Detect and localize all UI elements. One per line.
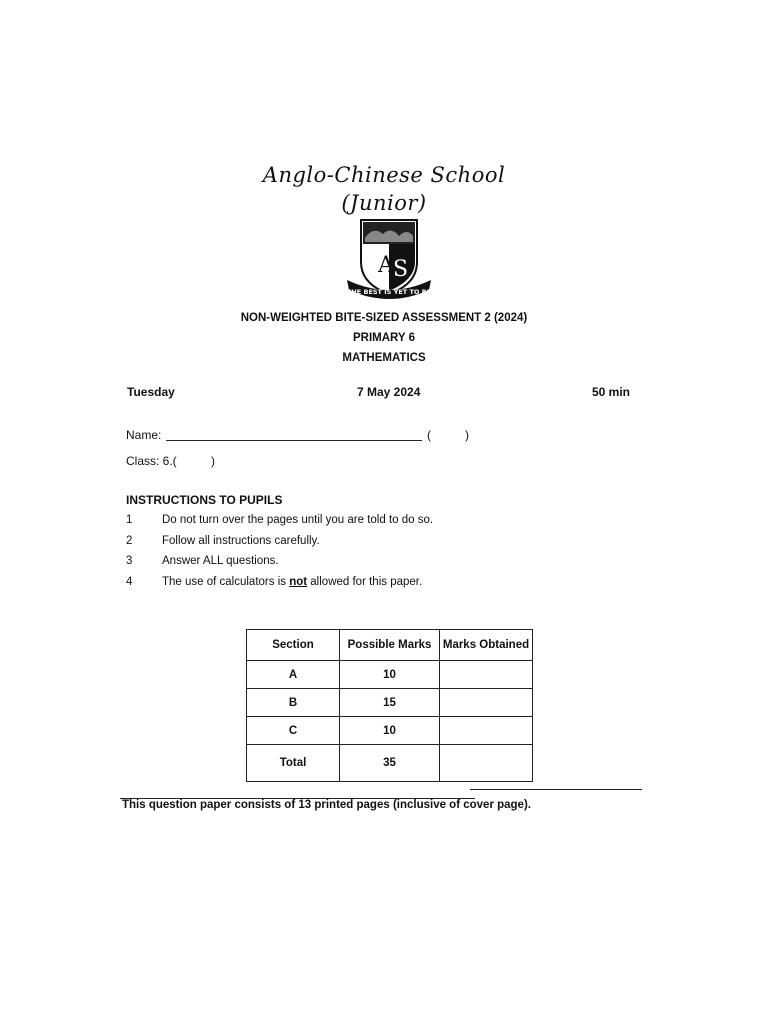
class-paren-close: ) xyxy=(211,454,215,468)
cell-obtained[interactable] xyxy=(440,689,533,717)
school-crest-logo xyxy=(343,214,435,304)
instruction-item xyxy=(126,514,433,535)
cell-obtained[interactable] xyxy=(440,661,533,689)
table-row-total xyxy=(247,745,533,782)
header-section: Section xyxy=(247,630,340,661)
assessment-title: NON-WEIGHTED BITE-SIZED ASSESSMENT 2 (2024) xyxy=(240,312,528,324)
instructions-heading: INSTRUCTIONS TO PUPILS xyxy=(126,493,283,507)
footer-divider-right xyxy=(470,789,642,790)
cell-section: B xyxy=(247,689,340,717)
exam-day: Tuesday xyxy=(127,385,175,399)
instruction-text-before: The use of calculators is xyxy=(162,575,290,588)
cell-section: A xyxy=(247,661,340,689)
instruction-item xyxy=(126,576,433,597)
header-marks-obtained: Marks Obtained xyxy=(440,630,533,661)
instruction-text: Do not turn over the pages until you are told to do so. xyxy=(162,514,434,526)
cell-section: C xyxy=(247,717,340,745)
cell-obtained[interactable] xyxy=(440,717,533,745)
page-count-note: This question paper consists of 13 printed pages (inclusive of cover page). xyxy=(122,799,531,811)
name-index-paren-open: ( xyxy=(427,428,431,442)
cell-possible: 35 xyxy=(340,745,440,782)
exam-duration: 50 min xyxy=(592,385,631,399)
header-possible-marks: Possible Marks xyxy=(340,630,440,661)
table-row xyxy=(247,689,533,717)
instruction-item xyxy=(126,535,433,556)
crest-motto: THE BEST IS YET TO BE xyxy=(346,288,432,296)
table-header-row xyxy=(247,630,533,661)
instruction-text: Follow all instructions carefully. xyxy=(162,534,320,547)
name-blank-line[interactable] xyxy=(166,440,422,441)
class-label: Class: 6.( xyxy=(126,454,177,468)
cell-obtained[interactable] xyxy=(440,745,533,782)
instruction-text-after: allowed for this paper. xyxy=(307,575,423,588)
table-row xyxy=(247,661,533,689)
instruction-text: Answer ALL questions. xyxy=(162,555,279,567)
cell-possible: 15 xyxy=(340,689,440,717)
instruction-number: 2 xyxy=(126,534,133,547)
name-index-paren-close: ) xyxy=(465,428,469,442)
cell-section: Total xyxy=(247,745,340,782)
marks-table xyxy=(246,629,533,782)
instruction-emphasis: not xyxy=(289,575,308,588)
cell-possible: 10 xyxy=(340,717,440,745)
crest-letter-s: S xyxy=(393,257,409,282)
school-division: (Junior) xyxy=(341,191,427,215)
table-row xyxy=(247,717,533,745)
level-title: PRIMARY 6 xyxy=(353,332,415,344)
crest-letter-a: A xyxy=(378,253,394,278)
subject-title: MATHEMATICS xyxy=(342,352,426,364)
instruction-number: 1 xyxy=(126,514,133,526)
school-name: Anglo-Chinese School xyxy=(262,163,506,187)
cell-possible: 10 xyxy=(340,661,440,689)
exam-date: 7 May 2024 xyxy=(357,385,421,399)
name-label: Name: xyxy=(126,428,162,442)
instruction-number: 4 xyxy=(126,575,133,588)
instruction-number: 3 xyxy=(126,555,133,567)
instruction-item xyxy=(126,555,433,576)
instructions-list xyxy=(126,514,433,596)
